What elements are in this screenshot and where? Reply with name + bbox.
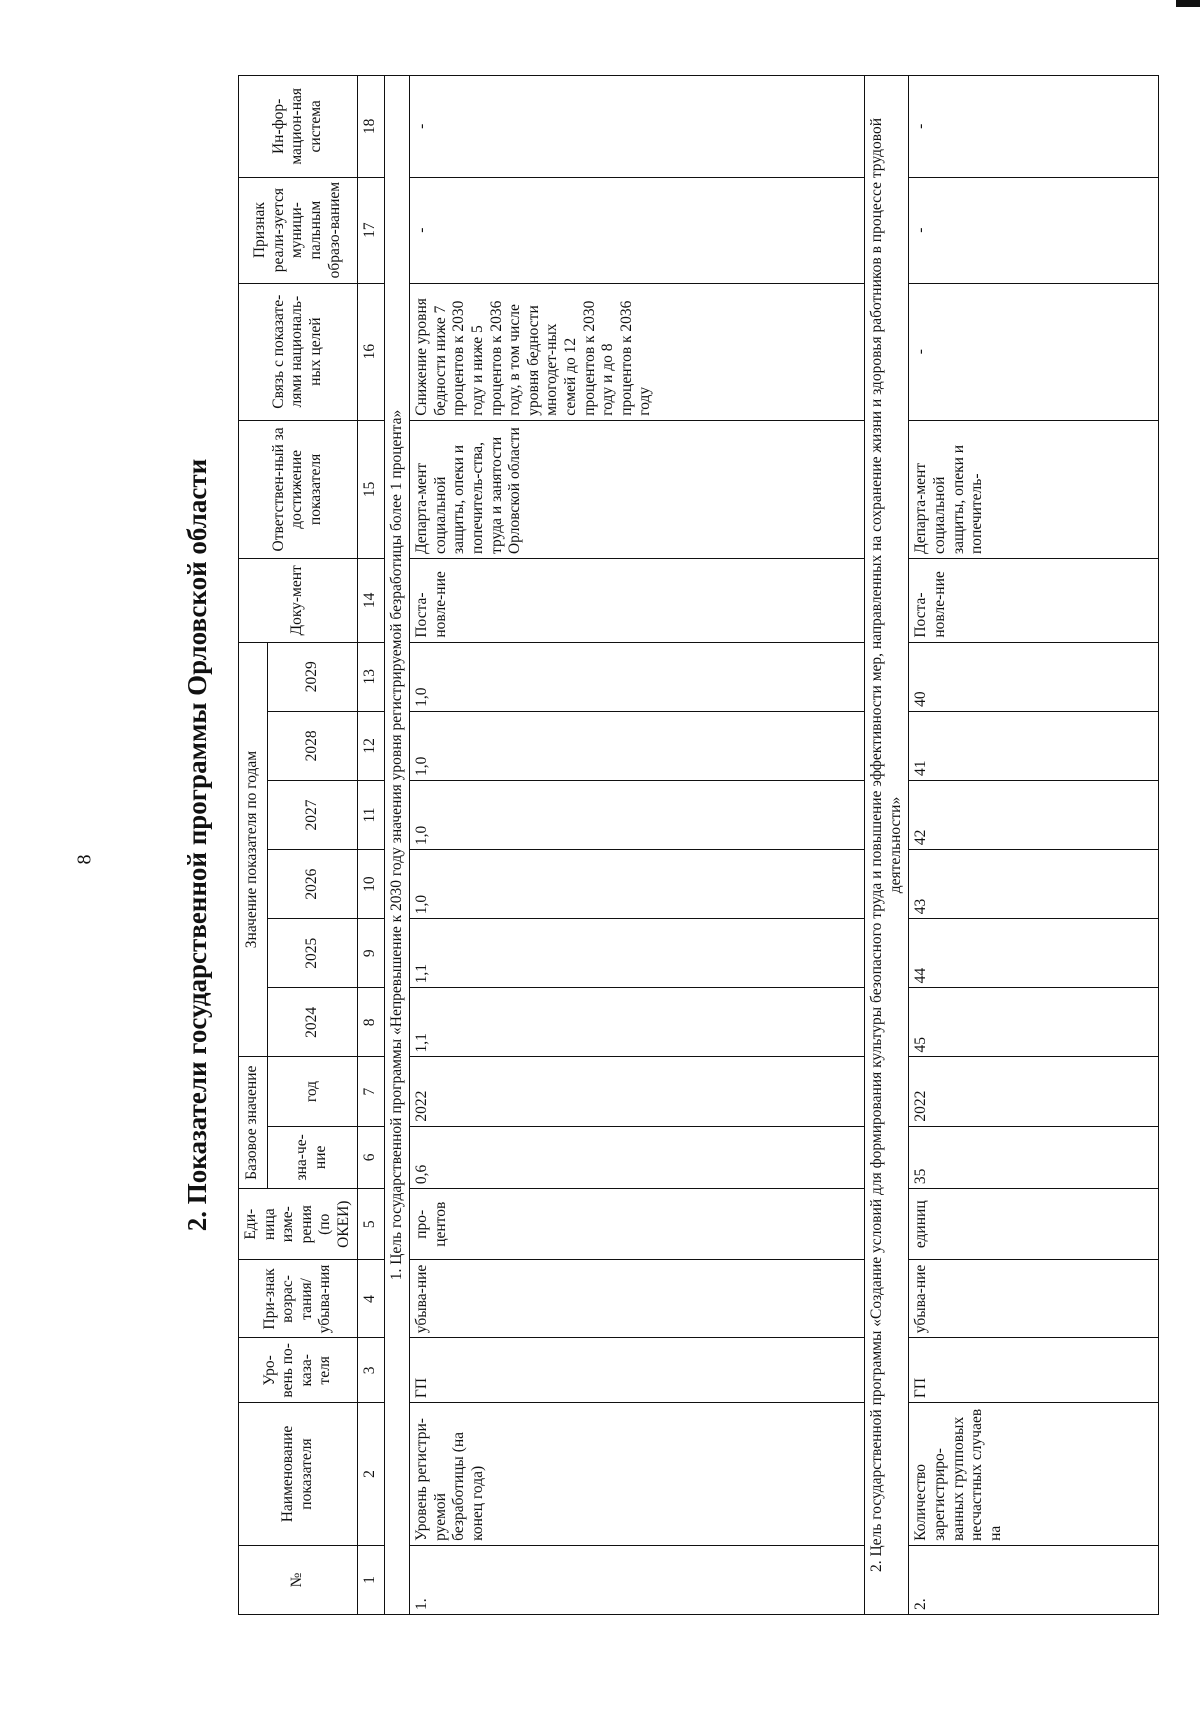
document: Поста-новле-ние xyxy=(909,559,1159,643)
municipal-flag: - xyxy=(410,177,865,283)
header-values-by-year: Значение показателя по годам xyxy=(239,642,268,1057)
header-year: 2029 xyxy=(267,642,357,711)
column-number: 18 xyxy=(357,76,384,178)
header-year: 2027 xyxy=(267,780,357,849)
base-year: 2022 xyxy=(410,1057,865,1126)
indicator-level: ГП xyxy=(410,1338,865,1403)
year-value: 42 xyxy=(909,780,1159,849)
table-row xyxy=(410,76,865,1615)
header-year: 2028 xyxy=(267,711,357,780)
header-national-goals: Связь с показате-лями националь-ных целей xyxy=(239,283,358,420)
national-goals: Снижение уровня бедности ниже 7 процентов к 2030 году и ниже 5 процентов к 2036 году, в том числе уровня бедности многодет-ных семей до 12 процентов к 2030 году и до 8 процентов к 2036 году xyxy=(410,283,865,420)
document: Поста-новле-ние xyxy=(410,559,865,643)
base-value: 35 xyxy=(909,1126,1159,1188)
year-value: 1,1 xyxy=(410,919,865,988)
header-level: Уро-вень по-каза-теля xyxy=(239,1338,358,1403)
year-value: 43 xyxy=(909,850,1159,919)
column-number: 5 xyxy=(357,1189,384,1260)
header-year: 2026 xyxy=(267,850,357,919)
header-num: № xyxy=(239,1545,358,1614)
column-number: 3 xyxy=(357,1338,384,1403)
header-municipal: Признак реали-зуется муници-пальным образо-ванием xyxy=(239,177,358,283)
header-year: 2025 xyxy=(267,919,357,988)
indicator-unit: про-центов xyxy=(410,1189,865,1260)
column-number: 17 xyxy=(357,177,384,283)
column-number: 13 xyxy=(357,642,384,711)
indicator-trend: убыва-ние xyxy=(410,1260,865,1338)
column-number: 14 xyxy=(357,559,384,643)
year-value: 40 xyxy=(909,642,1159,711)
column-number: 12 xyxy=(357,711,384,780)
header-name: Наименование показателя xyxy=(239,1403,358,1546)
base-year: 2022 xyxy=(909,1057,1159,1126)
header-base: Базовое значение xyxy=(239,1057,268,1189)
column-numbers-row xyxy=(357,76,384,1615)
goal-row xyxy=(384,76,410,1615)
indicator-name: Количество зарегистриро-ванных групповых несчастных случаев на xyxy=(909,1403,1159,1546)
year-value: 45 xyxy=(909,988,1159,1057)
national-goals: - xyxy=(909,283,1159,420)
indicator-unit: единиц xyxy=(909,1189,1159,1260)
info-system: - xyxy=(410,76,865,178)
indicator-trend: убыва-ние xyxy=(909,1260,1159,1338)
header-info-system: Ин-фор-мацион-ная система xyxy=(239,76,358,178)
column-number: 8 xyxy=(357,988,384,1057)
goal-2: 2. Цель государственной программы «Создание условий для формирования культуры безопасного труда и повышение эффективности мер, направленных на сохранение жизни и здоровья работников в процессе трудовой деятельности» xyxy=(865,76,909,1615)
column-number: 4 xyxy=(357,1260,384,1338)
header-year: 2024 xyxy=(267,988,357,1057)
header-base-year: год xyxy=(267,1057,357,1126)
column-number: 1 xyxy=(357,1545,384,1614)
responsible: Департа-мент социальной защиты, опеки и попечитель- xyxy=(909,420,1159,558)
header-trend: При-знак возрас-тания/ убыва-ния xyxy=(239,1260,358,1338)
column-number: 16 xyxy=(357,283,384,420)
header-document: Доку-мент xyxy=(239,559,358,643)
column-number: 7 xyxy=(357,1057,384,1126)
indicators-table xyxy=(238,75,1159,1615)
column-number: 11 xyxy=(357,780,384,849)
column-number: 10 xyxy=(357,850,384,919)
column-number: 2 xyxy=(357,1403,384,1546)
header-row xyxy=(239,76,268,1615)
info-system: - xyxy=(909,76,1159,178)
responsible: Департа-мент социальной защиты, опеки и попечитель-ства, труда и занятости Орловской области xyxy=(410,420,865,558)
header-base-value: зна-че-ние xyxy=(267,1126,357,1188)
year-value: 1,1 xyxy=(410,988,865,1057)
column-number: 6 xyxy=(357,1126,384,1188)
goal-row xyxy=(865,76,909,1615)
corner-mark xyxy=(1176,0,1200,7)
row-num: 2. xyxy=(909,1545,1159,1614)
column-number: 15 xyxy=(357,420,384,558)
year-value: 1,0 xyxy=(410,711,865,780)
row-num: 1. xyxy=(410,1545,865,1614)
year-value: 1,0 xyxy=(410,780,865,849)
goal-1: 1. Цель государственной программы «Непревышение к 2030 году значения уровня регистрируемой безработицы более 1 процента» xyxy=(384,76,410,1615)
indicator-level: ГП xyxy=(909,1338,1159,1403)
year-value: 1,0 xyxy=(410,850,865,919)
document-title: 2. Показатели государственной программы Орловской области xyxy=(182,458,212,1232)
base-value: 0,6 xyxy=(410,1126,865,1188)
municipal-flag: - xyxy=(909,177,1159,283)
year-value: 44 xyxy=(909,919,1159,988)
year-value: 41 xyxy=(909,711,1159,780)
indicator-name: Уровень регистри-руемой безработицы (на конец года) xyxy=(410,1403,865,1546)
year-value: 1,0 xyxy=(410,642,865,711)
column-number: 9 xyxy=(357,919,384,988)
header-unit: Еди-ница изме-рения (по ОКЕИ) xyxy=(239,1189,358,1260)
page-number: 8 xyxy=(73,854,96,865)
rotated-content xyxy=(170,75,1090,1615)
table-row xyxy=(909,76,1159,1615)
header-responsible: Ответствен-ный за достижение показателя xyxy=(239,420,358,558)
